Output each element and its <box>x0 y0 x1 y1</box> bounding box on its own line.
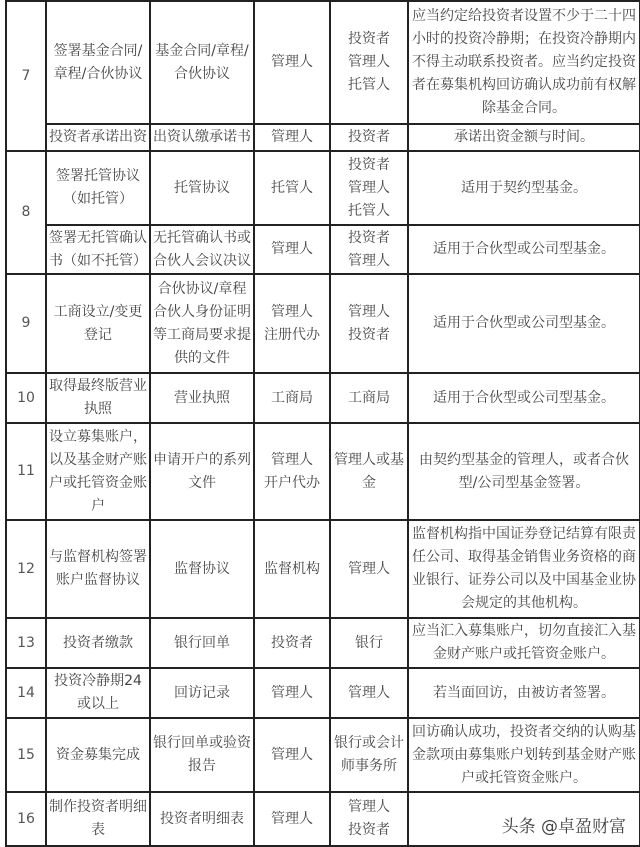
note-cell: 适用于契约型基金。 <box>408 151 640 225</box>
signer-cell: 投资者 管理人 托管人 <box>330 151 408 225</box>
document-cell: 基金合同/章程/合伙协议 <box>150 1 254 124</box>
provider-cell: 管理人 <box>254 124 330 151</box>
signer-cell: 投资者 管理人 <box>330 225 408 274</box>
step-cell: 投资冷静期24或以上 <box>46 668 150 718</box>
document-cell: 申请开户的系列文件 <box>150 423 254 520</box>
step-cell: 与监督机构签署账户监督协议 <box>46 520 150 618</box>
note-cell: 承诺出资金额与时间。 <box>408 124 640 151</box>
step-cell: 设立募集账户，以及基金财产账户或托管资金账户 <box>46 423 150 520</box>
signer-cell: 银行或会计师事务所 <box>330 718 408 792</box>
table-row <box>6 151 640 225</box>
document-cell: 监督协议 <box>150 520 254 618</box>
step-number: 10 <box>6 373 46 423</box>
table-row <box>6 718 640 792</box>
document-cell: 银行回单 <box>150 618 254 668</box>
provider-cell: 管理人 注册代办 <box>254 274 330 373</box>
step-number: 15 <box>6 718 46 792</box>
step-cell: 投资者承诺出资 <box>46 124 150 151</box>
note-cell: 应当汇入募集账户，切勿直接汇入基金财产账户或托管资金账户。 <box>408 618 640 668</box>
document-cell: 投资者明细表 <box>150 792 254 846</box>
signer-cell: 投资者 <box>330 124 408 151</box>
step-number: 11 <box>6 423 46 520</box>
provider-cell: 工商局 <box>254 373 330 423</box>
provider-cell: 投资者 <box>254 618 330 668</box>
note-cell: 适用于合伙型或公司型基金。 <box>408 274 640 373</box>
document-cell: 合伙协议/章程合伙人身份证明等工商局要求提供的文件 <box>150 274 254 373</box>
signer-cell: 管理人 投资者 <box>330 274 408 373</box>
signer-cell: 管理人 投资者 <box>330 792 408 846</box>
table-row <box>6 618 640 668</box>
step-number: 7 <box>6 1 46 151</box>
fund-process-table <box>5 0 640 847</box>
provider-cell: 管理人 <box>254 792 330 846</box>
provider-cell: 托管人 <box>254 151 330 225</box>
provider-cell: 管理人 开户代办 <box>254 423 330 520</box>
document-cell: 出资认缴承诺书 <box>150 124 254 151</box>
table-row <box>6 124 640 151</box>
provider-cell: 管理人 <box>254 225 330 274</box>
signer-cell: 管理人 <box>330 520 408 618</box>
table-row <box>6 520 640 618</box>
step-cell: 制作投资者明细表 <box>46 792 150 846</box>
step-number: 16 <box>6 792 46 846</box>
document-cell: 无托管确认书或合伙人会议决议 <box>150 225 254 274</box>
document-cell: 回访记录 <box>150 668 254 718</box>
table-row <box>6 423 640 520</box>
step-cell: 取得最终版营业执照 <box>46 373 150 423</box>
step-number: 8 <box>6 151 46 274</box>
signer-cell: 工商局 <box>330 373 408 423</box>
note-cell: 适用于合伙型或公司型基金。 <box>408 225 640 274</box>
step-number: 12 <box>6 520 46 618</box>
step-cell: 投资者缴款 <box>46 618 150 668</box>
table-row <box>6 668 640 718</box>
document-cell: 托管协议 <box>150 151 254 225</box>
provider-cell: 管理人 <box>254 718 330 792</box>
note-cell: 由契约型基金的管理人，或者合伙型/公司型基金签署。 <box>408 423 640 520</box>
signer-cell: 投资者 管理人 托管人 <box>330 1 408 124</box>
note-cell: 回访确认成功，投资者交纳的认购基金款项由募集账户划转到基金财产账户或托管资金账户。 <box>408 718 640 792</box>
watermark: 头条 @卓盈财富 <box>501 817 626 837</box>
table-row <box>6 225 640 274</box>
step-cell: 签署基金合同/章程/合伙协议 <box>46 1 150 124</box>
note-cell: 监督机构指中国证券登记结算有限责任公司、取得基金销售业务资格的商业银行、证券公司以及中国基金业协会规定的其他机构。 <box>408 520 640 618</box>
step-number: 13 <box>6 618 46 668</box>
step-cell: 签署无托管确认书（如不托管） <box>46 225 150 274</box>
step-number: 9 <box>6 274 46 373</box>
step-cell: 工商设立/变更登记 <box>46 274 150 373</box>
document-cell: 银行回单或验资报告 <box>150 718 254 792</box>
step-number: 14 <box>6 668 46 718</box>
note-cell: 应当约定给投资者设置不少于二十四小时的投资冷静期；在投资冷静期内不得主动联系投资者。应当约定投资者在募集机构回访确认成功前有权解除基金合同。 <box>408 1 640 124</box>
provider-cell: 管理人 <box>254 1 330 124</box>
signer-cell: 银行 <box>330 618 408 668</box>
signer-cell: 管理人 <box>330 668 408 718</box>
signer-cell: 管理人或基金 <box>330 423 408 520</box>
table-row <box>6 373 640 423</box>
provider-cell: 监督机构 <box>254 520 330 618</box>
document-cell: 营业执照 <box>150 373 254 423</box>
note-cell: 若当面回访，由被访者签署。 <box>408 668 640 718</box>
note-cell: 适用于合伙型或公司型基金。 <box>408 373 640 423</box>
step-cell: 签署托管协议（如托管） <box>46 151 150 225</box>
step-cell: 资金募集完成 <box>46 718 150 792</box>
table-row <box>6 1 640 124</box>
provider-cell: 管理人 <box>254 668 330 718</box>
table-row <box>6 274 640 373</box>
